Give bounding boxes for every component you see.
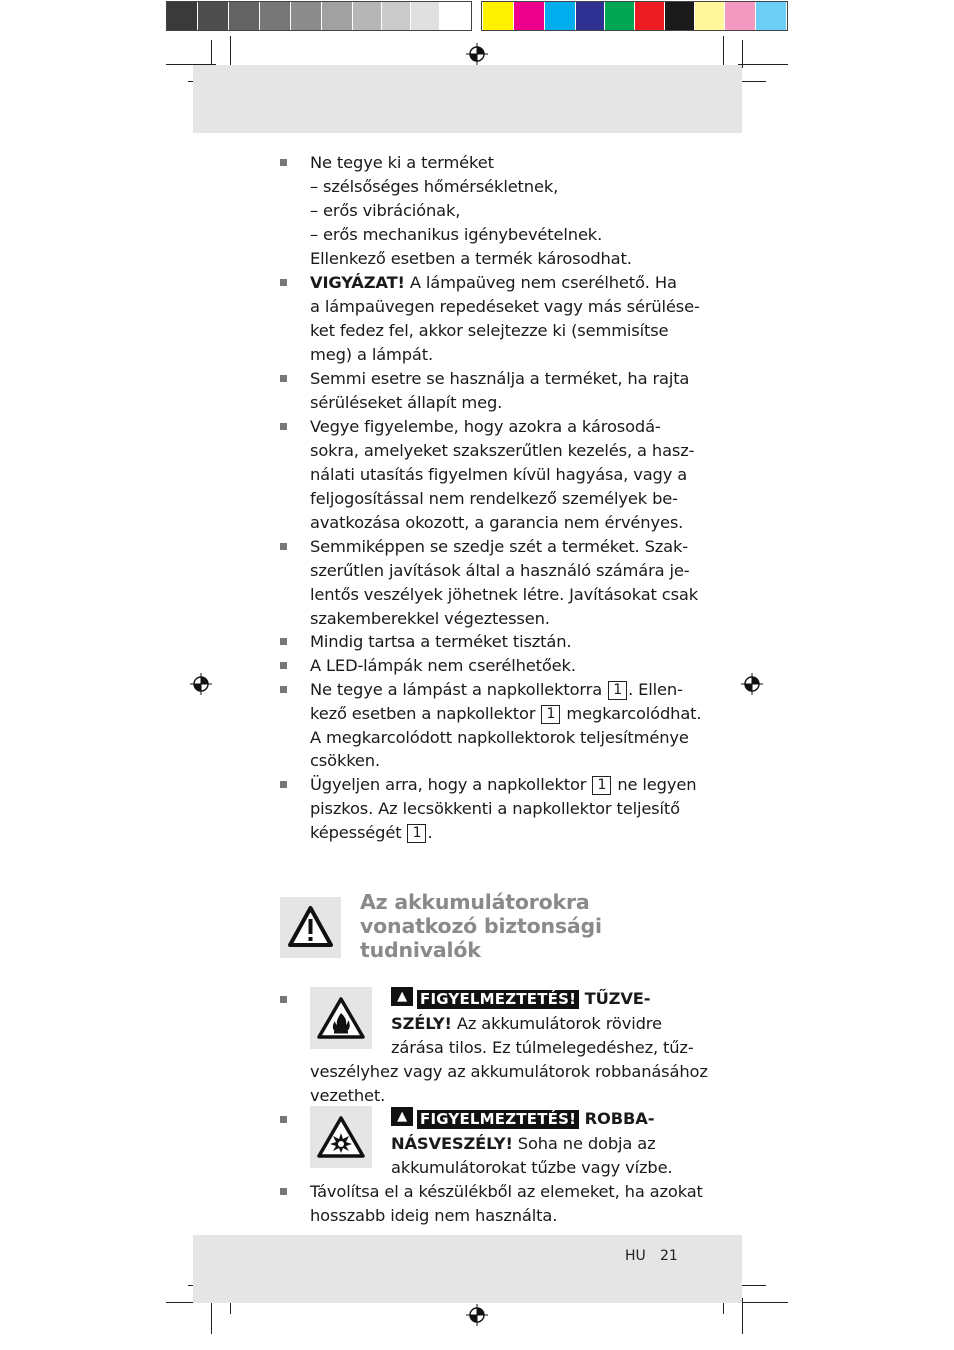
list-item-text: Távolítsa el a készülékből az elemeket, ha azokat <box>310 1182 703 1201</box>
bullet-marker <box>280 279 287 286</box>
bullet-marker <box>280 423 287 430</box>
crop-mark <box>742 40 743 68</box>
list-item-text: feljogosítással nem rendelkező személyek be- <box>310 489 678 508</box>
text-run: Az akkumulátorok rövidre <box>451 1014 662 1033</box>
list-item-text: Vegye figyelembe, hogy azokra a károsodá- <box>310 417 661 436</box>
bullet-marker <box>280 781 287 788</box>
list-item-text <box>310 702 701 726</box>
flame-icon <box>310 987 372 1049</box>
hazard-title: ROBBA- <box>579 1109 655 1128</box>
crop-mark <box>738 64 788 65</box>
list-item-text <box>310 271 677 295</box>
text-run: Ne tegye a lámpást a napkollektorra <box>310 680 608 699</box>
list-item-text: avatkozása okozott, a garancia nem érvényes. <box>310 513 684 532</box>
list-item-text <box>310 821 433 845</box>
list-item-text: Ne tegye ki a terméket <box>310 153 494 172</box>
bullet-marker <box>280 662 287 669</box>
bullet-marker <box>280 638 287 645</box>
hazard-title: NÁSVESZÉLY! <box>391 1134 513 1153</box>
text-run: . <box>427 823 433 842</box>
bullet-marker <box>280 996 287 1003</box>
bullet-marker <box>280 1188 287 1195</box>
page-number: 21 <box>660 1248 678 1264</box>
part-reference: 1 <box>592 776 611 795</box>
text-run: képességét <box>310 823 407 842</box>
warning-line <box>391 987 650 1011</box>
list-item-text: meg) a lámpát. <box>310 345 434 364</box>
text-run: Soha ne dobja az <box>512 1134 656 1153</box>
bullet-marker <box>280 543 287 550</box>
section-heading-line: tudnivalók <box>360 938 481 962</box>
list-item-text: piszkos. Az lecsökkenti a napkollektor teljesítő <box>310 799 680 818</box>
grayscale-frame <box>166 1 472 31</box>
color-frame <box>481 1 788 31</box>
text-run: Ügyeljen arra, hogy a napkollektor <box>310 775 592 794</box>
bullet-marker <box>280 375 287 382</box>
warning-triangle-icon <box>280 897 341 958</box>
registration-mark-icon <box>741 673 763 695</box>
warning-label: FIGYELMEZTETÉS! <box>417 990 579 1009</box>
crop-mark <box>738 1302 788 1303</box>
list-item-text: hosszabb ideig nem használta. <box>310 1206 558 1225</box>
list-item-text <box>391 1132 655 1156</box>
section-warning-box <box>280 897 341 958</box>
hazard-title: SZÉLY! <box>391 1014 452 1033</box>
list-item-text: szakemberekkel végeztessen. <box>310 609 550 628</box>
crop-mark <box>742 1298 743 1334</box>
warning-triangle-icon: ▲ <box>391 1107 413 1126</box>
caution-label: VIGYÁZAT! <box>310 273 405 292</box>
list-item-text: Semmiképpen se szedje szét a terméket. Szak- <box>310 537 689 556</box>
section-heading-line: Az akkumulátorokra <box>360 890 590 914</box>
list-item-text: szerűtlen javítások által a használó számára je- <box>310 561 690 580</box>
crop-mark <box>211 40 212 68</box>
text-run: ne legyen <box>612 775 697 794</box>
list-item-text: nálati utasítás figyelmen kívül hagyása, vagy a <box>310 465 688 484</box>
list-item-text: – erős mechanikus igénybevételnek. <box>310 225 603 244</box>
list-item-text: Semmi esetre se használja a terméket, ha rajta <box>310 369 690 388</box>
list-item-text: a lámpaüvegen repedéseket vagy más sérülése- <box>310 297 700 316</box>
explosion-icon <box>310 1106 372 1168</box>
bullet-marker <box>280 1116 287 1123</box>
list-item-text: – szélsőséges hőmérsékletnek, <box>310 177 559 196</box>
list-item-text <box>391 1012 662 1036</box>
text-run: . Ellen- <box>628 680 683 699</box>
list-item-text: Mindig tartsa a terméket tisztán. <box>310 632 572 651</box>
warning-label: FIGYELMEZTETÉS! <box>417 1110 579 1129</box>
hazard-title: TŰZVE- <box>579 989 651 1008</box>
bullet-marker <box>280 159 287 166</box>
footer-language: HU <box>625 1248 646 1264</box>
registration-mark-icon <box>466 43 488 65</box>
fire-hazard-box <box>310 987 372 1049</box>
list-item-text: vezethet. <box>310 1086 386 1105</box>
list-item-text <box>310 773 696 797</box>
explosion-hazard-box <box>310 1106 372 1168</box>
list-item-text: sokra, amelyeket szakszerűtlen kezelés, a hasz- <box>310 441 695 460</box>
list-item-text: lentős veszélyek jöhetnek létre. Javításokat csak <box>310 585 699 604</box>
list-item-text: A LED-lámpák nem cserélhetőek. <box>310 656 576 675</box>
list-item-text: – erős vibrációnak, <box>310 201 461 220</box>
part-reference: 1 <box>541 705 560 724</box>
text-run: megkarcolódhat. <box>561 704 702 723</box>
section-heading-line: vonatkozó biztonsági <box>360 914 602 938</box>
list-item-text: veszélyhez vagy az akkumulátorok robbanásához <box>310 1062 708 1081</box>
warning-triangle-icon: ▲ <box>391 987 413 1006</box>
part-reference: 1 <box>407 824 426 843</box>
header-band <box>193 65 742 133</box>
list-item-text: Ellenkező esetben a termék károsodhat. <box>310 249 632 268</box>
list-item-text: sérüléseket állapít meg. <box>310 393 503 412</box>
registration-mark-icon <box>466 1304 488 1326</box>
warning-line <box>391 1107 654 1131</box>
bullet-marker <box>280 686 287 693</box>
list-item-text: csökken. <box>310 751 380 770</box>
list-item-text: zárása tilos. Ez túlmelegedéshez, tűz- <box>391 1038 694 1057</box>
list-item-text: A megkarcolódott napkollektorok teljesítménye <box>310 728 689 747</box>
list-item-text: A lámpaüveg nem cserélhető. Ha <box>404 273 677 292</box>
part-reference: 1 <box>608 681 627 700</box>
list-item-text <box>310 678 683 702</box>
list-item-text: ket fedez fel, akkor selejtezze ki (semmisítse <box>310 321 669 340</box>
crop-mark <box>211 1298 212 1334</box>
text-run: kező esetben a napkollektor <box>310 704 541 723</box>
registration-mark-icon <box>190 673 212 695</box>
list-item-text: akkumulátorokat tűzbe vagy vízbe. <box>391 1158 673 1177</box>
